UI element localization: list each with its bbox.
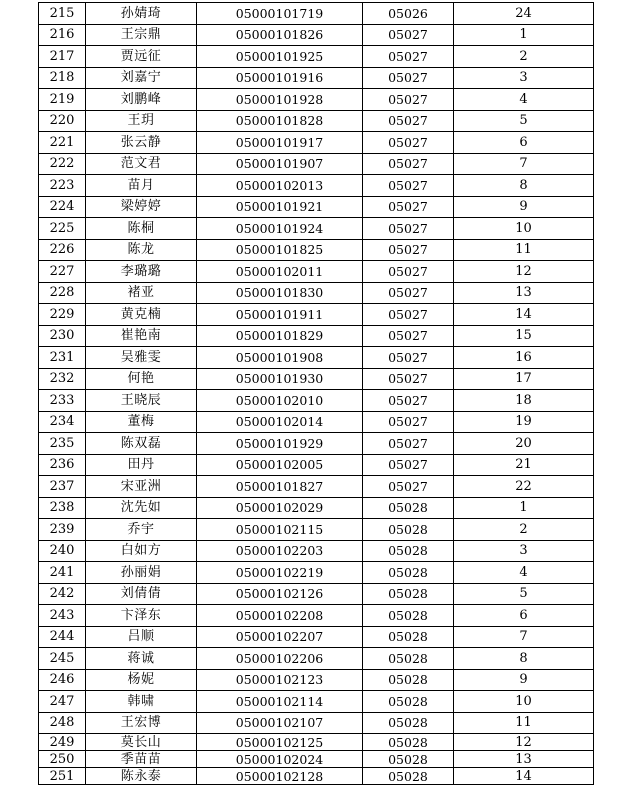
exam-room-cell: 05028	[363, 648, 454, 670]
row-number-cell: 215	[39, 3, 86, 25]
seat-number-cell: 4	[454, 562, 594, 584]
table-row	[39, 218, 594, 240]
name-cell: 刘嘉宁	[86, 67, 197, 89]
exam-room-cell: 05028	[363, 583, 454, 605]
exam-id-cell: 05000102123	[197, 669, 363, 691]
table-row	[39, 454, 594, 476]
name-cell: 刘鹏峰	[86, 89, 197, 111]
table-row	[39, 368, 594, 390]
exam-id-cell: 05000102203	[197, 540, 363, 562]
table-row	[39, 768, 594, 785]
table-row	[39, 734, 594, 751]
name-cell: 白如方	[86, 540, 197, 562]
exam-room-cell: 05028	[363, 768, 454, 785]
seat-number-cell: 10	[454, 691, 594, 713]
name-cell: 苗月	[86, 175, 197, 197]
name-cell: 杨妮	[86, 669, 197, 691]
row-number-cell: 240	[39, 540, 86, 562]
table-row	[39, 583, 594, 605]
seat-number-cell: 12	[454, 734, 594, 751]
seat-number-cell: 2	[454, 519, 594, 541]
table-row	[39, 562, 594, 584]
exam-room-cell: 05028	[363, 497, 454, 519]
exam-room-cell: 05027	[363, 67, 454, 89]
row-number-cell: 224	[39, 196, 86, 218]
exam-id-cell: 05000102115	[197, 519, 363, 541]
name-cell: 沈先如	[86, 497, 197, 519]
name-cell: 董梅	[86, 411, 197, 433]
exam-room-cell: 05027	[363, 390, 454, 412]
seat-number-cell: 8	[454, 175, 594, 197]
seat-number-cell: 11	[454, 239, 594, 261]
seat-number-cell: 14	[454, 304, 594, 326]
table-row	[39, 626, 594, 648]
exam-id-cell: 05000101908	[197, 347, 363, 369]
seat-number-cell: 15	[454, 325, 594, 347]
table-row	[39, 390, 594, 412]
exam-room-cell: 05027	[363, 153, 454, 175]
name-cell: 卞泽东	[86, 605, 197, 627]
exam-id-cell: 05000101825	[197, 239, 363, 261]
exam-room-cell: 05027	[363, 282, 454, 304]
row-number-cell: 220	[39, 110, 86, 132]
row-number-cell: 229	[39, 304, 86, 326]
exam-id-cell: 05000101928	[197, 89, 363, 111]
name-cell: 乔宇	[86, 519, 197, 541]
name-cell: 陈双磊	[86, 433, 197, 455]
row-number-cell: 222	[39, 153, 86, 175]
exam-room-cell: 05027	[363, 196, 454, 218]
row-number-cell: 234	[39, 411, 86, 433]
seat-number-cell: 9	[454, 196, 594, 218]
table-row	[39, 175, 594, 197]
table-row	[39, 648, 594, 670]
exam-room-cell: 05027	[363, 368, 454, 390]
exam-id-cell: 05000102010	[197, 390, 363, 412]
table-row	[39, 24, 594, 46]
exam-room-cell: 05026	[363, 3, 454, 25]
seat-number-cell: 1	[454, 497, 594, 519]
seat-number-cell: 24	[454, 3, 594, 25]
table-row	[39, 669, 594, 691]
table-row	[39, 3, 594, 25]
exam-room-cell: 05027	[363, 24, 454, 46]
exam-id-cell: 05000102128	[197, 768, 363, 785]
name-cell: 韩啸	[86, 691, 197, 713]
name-cell: 褚亚	[86, 282, 197, 304]
row-number-cell: 243	[39, 605, 86, 627]
table-row	[39, 347, 594, 369]
roster-table	[38, 2, 594, 785]
table-row	[39, 282, 594, 304]
table-row	[39, 67, 594, 89]
table-row	[39, 519, 594, 541]
row-number-cell: 225	[39, 218, 86, 240]
exam-room-cell: 05027	[363, 89, 454, 111]
seat-number-cell: 6	[454, 132, 594, 154]
table-row	[39, 153, 594, 175]
name-cell: 贾远征	[86, 46, 197, 68]
seat-number-cell: 7	[454, 626, 594, 648]
table-row	[39, 712, 594, 734]
exam-id-cell: 05000101930	[197, 368, 363, 390]
seat-number-cell: 14	[454, 768, 594, 785]
name-cell: 李璐璐	[86, 261, 197, 283]
table-row	[39, 239, 594, 261]
exam-id-cell: 05000102013	[197, 175, 363, 197]
name-cell: 孙丽娟	[86, 562, 197, 584]
name-cell: 莫长山	[86, 734, 197, 751]
seat-number-cell: 3	[454, 540, 594, 562]
exam-id-cell: 05000101826	[197, 24, 363, 46]
seat-number-cell: 2	[454, 46, 594, 68]
table-row	[39, 497, 594, 519]
name-cell: 何艳	[86, 368, 197, 390]
name-cell: 陈永泰	[86, 768, 197, 785]
name-cell: 蒋诚	[86, 648, 197, 670]
exam-id-cell: 05000101921	[197, 196, 363, 218]
table-row	[39, 476, 594, 498]
exam-id-cell: 05000102206	[197, 648, 363, 670]
row-number-cell: 239	[39, 519, 86, 541]
name-cell: 刘倩倩	[86, 583, 197, 605]
exam-id-cell: 05000102029	[197, 497, 363, 519]
name-cell: 宋亚洲	[86, 476, 197, 498]
name-cell: 王玥	[86, 110, 197, 132]
exam-id-cell: 05000101828	[197, 110, 363, 132]
seat-number-cell: 1	[454, 24, 594, 46]
row-number-cell: 245	[39, 648, 86, 670]
exam-room-cell: 05028	[363, 734, 454, 751]
name-cell: 吕顺	[86, 626, 197, 648]
name-cell: 崔艳南	[86, 325, 197, 347]
exam-room-cell: 05028	[363, 691, 454, 713]
row-number-cell: 232	[39, 368, 86, 390]
seat-number-cell: 12	[454, 261, 594, 283]
seat-number-cell: 20	[454, 433, 594, 455]
exam-room-cell: 05027	[363, 132, 454, 154]
exam-id-cell: 05000102005	[197, 454, 363, 476]
exam-room-cell: 05027	[363, 46, 454, 68]
row-number-cell: 237	[39, 476, 86, 498]
exam-room-cell: 05028	[363, 626, 454, 648]
exam-room-cell: 05027	[363, 304, 454, 326]
row-number-cell: 247	[39, 691, 86, 713]
seat-number-cell: 4	[454, 89, 594, 111]
exam-room-cell: 05028	[363, 669, 454, 691]
row-number-cell: 219	[39, 89, 86, 111]
exam-room-cell: 05027	[363, 433, 454, 455]
exam-id-cell: 05000102024	[197, 751, 363, 768]
exam-room-cell: 05027	[363, 454, 454, 476]
exam-id-cell: 05000102107	[197, 712, 363, 734]
exam-room-cell: 05027	[363, 411, 454, 433]
row-number-cell: 221	[39, 132, 86, 154]
table-row	[39, 46, 594, 68]
name-cell: 王晓辰	[86, 390, 197, 412]
exam-room-cell: 05027	[363, 218, 454, 240]
name-cell: 黄克楠	[86, 304, 197, 326]
name-cell: 吴雅雯	[86, 347, 197, 369]
exam-room-cell: 05028	[363, 562, 454, 584]
row-number-cell: 228	[39, 282, 86, 304]
table-row	[39, 325, 594, 347]
row-number-cell: 235	[39, 433, 86, 455]
exam-id-cell: 05000102014	[197, 411, 363, 433]
table-row	[39, 196, 594, 218]
exam-id-cell: 05000101917	[197, 132, 363, 154]
exam-id-cell: 05000101916	[197, 67, 363, 89]
table-row	[39, 751, 594, 768]
name-cell: 孙婧琦	[86, 3, 197, 25]
table-row	[39, 433, 594, 455]
exam-room-cell: 05028	[363, 519, 454, 541]
row-number-cell: 216	[39, 24, 86, 46]
exam-room-cell: 05027	[363, 239, 454, 261]
seat-number-cell: 3	[454, 67, 594, 89]
seat-number-cell: 19	[454, 411, 594, 433]
exam-id-cell: 05000102011	[197, 261, 363, 283]
seat-number-cell: 18	[454, 390, 594, 412]
row-number-cell: 250	[39, 751, 86, 768]
seat-number-cell: 5	[454, 110, 594, 132]
name-cell: 田丹	[86, 454, 197, 476]
row-number-cell: 236	[39, 454, 86, 476]
exam-room-cell: 05028	[363, 712, 454, 734]
exam-room-cell: 05028	[363, 605, 454, 627]
exam-id-cell: 05000101907	[197, 153, 363, 175]
row-number-cell: 248	[39, 712, 86, 734]
row-number-cell: 241	[39, 562, 86, 584]
exam-id-cell: 05000101911	[197, 304, 363, 326]
seat-number-cell: 22	[454, 476, 594, 498]
seat-number-cell: 5	[454, 583, 594, 605]
exam-room-cell: 05027	[363, 261, 454, 283]
seat-number-cell: 16	[454, 347, 594, 369]
name-cell: 王宏博	[86, 712, 197, 734]
table-row	[39, 89, 594, 111]
table-row	[39, 132, 594, 154]
row-number-cell: 231	[39, 347, 86, 369]
row-number-cell: 251	[39, 768, 86, 785]
exam-id-cell: 05000102207	[197, 626, 363, 648]
row-number-cell: 249	[39, 734, 86, 751]
exam-room-cell: 05027	[363, 325, 454, 347]
row-number-cell: 242	[39, 583, 86, 605]
exam-id-cell: 05000102219	[197, 562, 363, 584]
name-cell: 季苗苗	[86, 751, 197, 768]
exam-id-cell: 05000101827	[197, 476, 363, 498]
name-cell: 陈龙	[86, 239, 197, 261]
exam-id-cell: 05000101829	[197, 325, 363, 347]
table-row	[39, 261, 594, 283]
roster-body	[39, 3, 594, 785]
row-number-cell: 244	[39, 626, 86, 648]
row-number-cell: 223	[39, 175, 86, 197]
exam-room-cell: 05027	[363, 476, 454, 498]
seat-number-cell: 11	[454, 712, 594, 734]
row-number-cell: 218	[39, 67, 86, 89]
table-row	[39, 411, 594, 433]
name-cell: 张云静	[86, 132, 197, 154]
exam-id-cell: 05000102125	[197, 734, 363, 751]
table-row	[39, 691, 594, 713]
name-cell: 王宗鼎	[86, 24, 197, 46]
seat-number-cell: 13	[454, 282, 594, 304]
row-number-cell: 230	[39, 325, 86, 347]
seat-number-cell: 8	[454, 648, 594, 670]
exam-id-cell: 05000101719	[197, 3, 363, 25]
row-number-cell: 226	[39, 239, 86, 261]
exam-id-cell: 05000101830	[197, 282, 363, 304]
name-cell: 梁婷婷	[86, 196, 197, 218]
exam-room-cell: 05027	[363, 175, 454, 197]
exam-id-cell: 05000102114	[197, 691, 363, 713]
row-number-cell: 238	[39, 497, 86, 519]
seat-number-cell: 6	[454, 605, 594, 627]
exam-id-cell: 05000102126	[197, 583, 363, 605]
seat-number-cell: 7	[454, 153, 594, 175]
exam-id-cell: 05000102208	[197, 605, 363, 627]
row-number-cell: 233	[39, 390, 86, 412]
seat-number-cell: 17	[454, 368, 594, 390]
row-number-cell: 227	[39, 261, 86, 283]
table-row	[39, 110, 594, 132]
table-row	[39, 304, 594, 326]
exam-room-cell: 05028	[363, 751, 454, 768]
seat-number-cell: 13	[454, 751, 594, 768]
row-number-cell: 246	[39, 669, 86, 691]
seat-number-cell: 9	[454, 669, 594, 691]
exam-id-cell: 05000101925	[197, 46, 363, 68]
seat-number-cell: 10	[454, 218, 594, 240]
exam-room-cell: 05027	[363, 110, 454, 132]
name-cell: 范文君	[86, 153, 197, 175]
seat-number-cell: 21	[454, 454, 594, 476]
row-number-cell: 217	[39, 46, 86, 68]
table-row	[39, 605, 594, 627]
exam-room-cell: 05028	[363, 540, 454, 562]
table-row	[39, 540, 594, 562]
name-cell: 陈桐	[86, 218, 197, 240]
exam-id-cell: 05000101929	[197, 433, 363, 455]
exam-room-cell: 05027	[363, 347, 454, 369]
exam-id-cell: 05000101924	[197, 218, 363, 240]
